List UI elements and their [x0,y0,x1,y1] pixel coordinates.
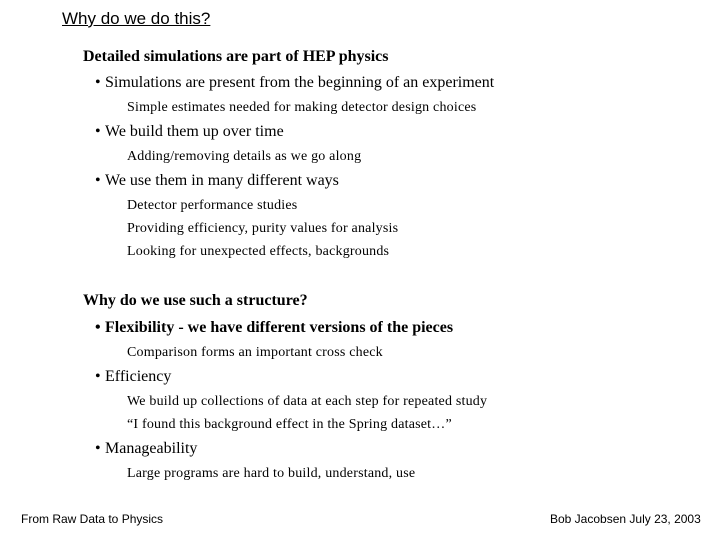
footer-author-date: Bob Jacobsen July 23, 2003 [550,512,701,526]
bullet-item [95,123,284,141]
section-heading-simulations: Detailed simulations are part of HEP physics [83,48,389,65]
sub-item: Simple estimates needed for making detector design choices [127,100,477,115]
sub-item: We build up collections of data at each step for repeated study [127,394,488,409]
slide-title: Why do we do this? [62,9,211,28]
bullet-marker: • [95,368,101,385]
sub-item: “I found this background effect in the Spring dataset…” [127,417,452,432]
bullet-item [95,319,453,337]
bullet-item [95,74,494,92]
bullet-marker: • [95,440,101,457]
bullet-marker: • [95,172,101,189]
sub-item: Adding/removing details as we go along [127,149,362,164]
bullet-text: Simulations are present from the beginning of an experiment [105,74,495,91]
bullet-marker: • [95,74,101,91]
bullet-item [95,440,197,458]
bullet-item [95,368,171,386]
bullet-marker: • [95,319,101,336]
sub-item: Providing efficiency, purity values for analysis [127,221,399,236]
bullet-text: We use them in many different ways [105,172,339,189]
bullet-text: Flexibility - we have different versions of the pieces [105,319,454,336]
sub-item: Looking for unexpected effects, backgrounds [127,244,390,259]
sub-item: Comparison forms an important cross check [127,345,383,360]
sub-item: Large programs are hard to build, understand, use [127,466,416,481]
bullet-item [95,172,339,190]
bullet-text: We build them up over time [105,123,284,140]
bullet-marker: • [95,123,101,140]
bullet-text: Manageability [105,440,198,457]
bullet-text: Efficiency [105,368,172,385]
footer-course-title: From Raw Data to Physics [21,512,164,526]
section-heading-structure: Why do we use such a structure? [83,292,308,309]
sub-item: Detector performance studies [127,198,298,213]
